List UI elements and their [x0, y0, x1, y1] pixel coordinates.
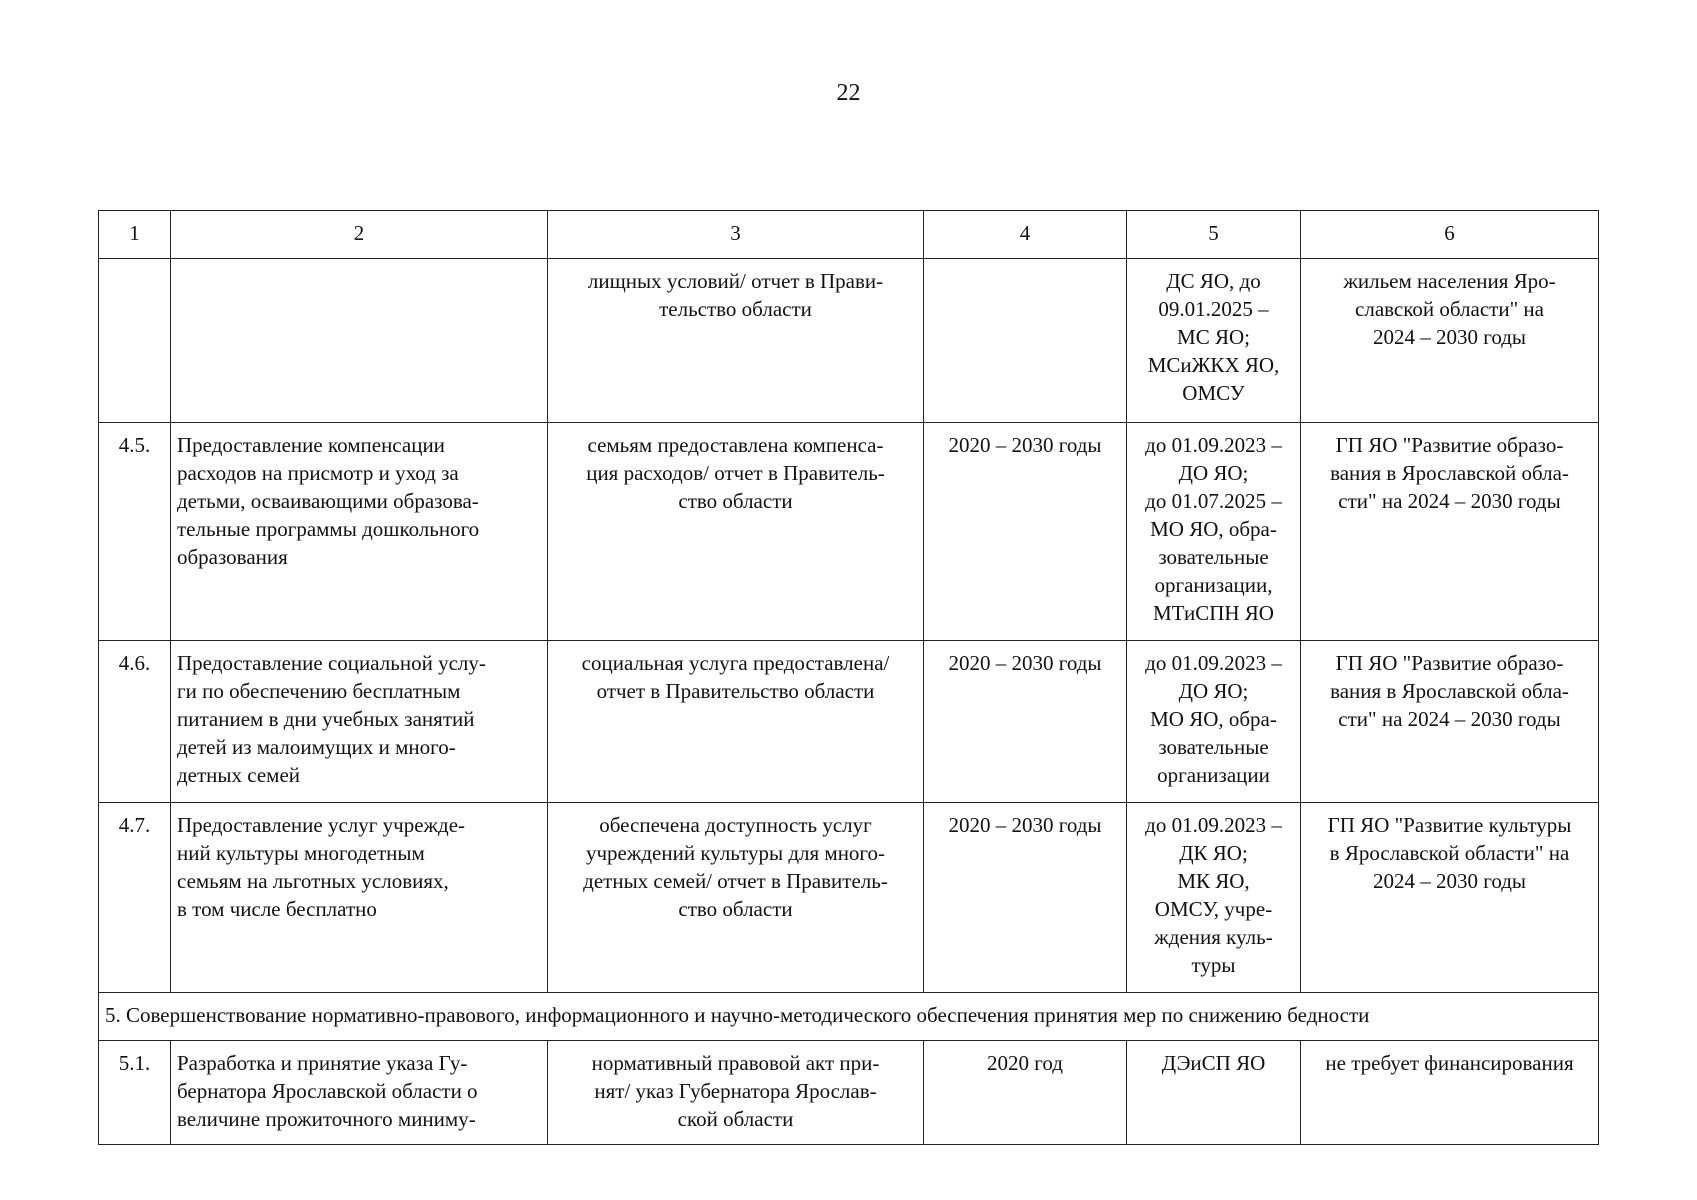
responsible-executors: ДЭиСП ЯО	[1127, 1041, 1301, 1145]
table-row	[99, 641, 1599, 803]
section-heading: 5. Совершенствование нормативно-правового, информационного и научно-методического обеспечения принятия мер по снижению бедности	[99, 993, 1599, 1041]
column-header-5: 5	[1127, 211, 1301, 259]
table-row	[99, 423, 1599, 641]
column-header-2: 2	[171, 211, 548, 259]
column-header-3: 3	[548, 211, 924, 259]
section-row	[99, 993, 1599, 1041]
responsible-executors: до 01.09.2023 – ДК ЯО; МК ЯО, ОМСУ, учре- ждения куль- туры	[1127, 803, 1301, 993]
column-header-6: 6	[1301, 211, 1599, 259]
column-header-4: 4	[924, 211, 1127, 259]
funding-source: ГП ЯО "Развитие образо- вания в Ярославской обла- сти" на 2024 – 2030 годы	[1301, 423, 1599, 641]
implementation-period: 2020 – 2030 годы	[924, 641, 1127, 803]
expected-result: лищных условий/ отчет в Прави- тельство области	[548, 259, 924, 423]
measure-description: Предоставление социальной услу- ги по обеспечению бесплатным питанием в дни учебных занятий детей из малоимущих и много- детных семей	[171, 641, 548, 803]
funding-source: жильем населения Яро- славской области" на 2024 – 2030 годы	[1301, 259, 1599, 423]
responsible-executors: до 01.09.2023 – ДО ЯО; до 01.07.2025 – МО ЯО, обра- зовательные организации, МТиСПН ЯО	[1127, 423, 1301, 641]
expected-result: нормативный правовой акт при- нят/ указ Губернатора Ярослав- ской области	[548, 1041, 924, 1145]
column-header-1: 1	[99, 211, 171, 259]
funding-source: ГП ЯО "Развитие образо- вания в Ярославской обла- сти" на 2024 – 2030 годы	[1301, 641, 1599, 803]
responsible-executors: ДС ЯО, до 09.01.2025 – МС ЯО; МСиЖКХ ЯО, ОМСУ	[1127, 259, 1301, 423]
funding-source: не требует финансирования	[1301, 1041, 1599, 1145]
page-number: 22	[836, 80, 861, 106]
funding-source: ГП ЯО "Развитие культуры в Ярославской области" на 2024 – 2030 годы	[1301, 803, 1599, 993]
header-row	[99, 211, 1599, 259]
table-row	[99, 803, 1599, 993]
measure-description: Разработка и принятие указа Гу- бернатора Ярославской области о величине прожиточного миниму-	[171, 1041, 548, 1145]
expected-result: социальная услуга предоставлена/ отчет в Правительство области	[548, 641, 924, 803]
measures-table	[98, 210, 1599, 1145]
table-row	[99, 1041, 1599, 1145]
implementation-period	[924, 259, 1127, 423]
implementation-period: 2020 – 2030 годы	[924, 803, 1127, 993]
row-number	[99, 259, 171, 423]
expected-result: семьям предоставлена компенса- ция расходов/ отчет в Правитель- ство области	[548, 423, 924, 641]
implementation-period: 2020 год	[924, 1041, 1127, 1145]
expected-result: обеспечена доступность услуг учреждений культуры для много- детных семей/ отчет в Правитель- ство области	[548, 803, 924, 993]
measure-description: Предоставление услуг учрежде- ний культуры многодетным семьям на льготных условиях, в том числе бесплатно	[171, 803, 548, 993]
row-number: 4.5.	[99, 423, 171, 641]
row-number: 5.1.	[99, 1041, 171, 1145]
measure-description: Предоставление компенсации расходов на присмотр и уход за детьми, осваивающими образова- тельные программы дошкольного образования	[171, 423, 548, 641]
row-number: 4.7.	[99, 803, 171, 993]
row-number: 4.6.	[99, 641, 171, 803]
implementation-period: 2020 – 2030 годы	[924, 423, 1127, 641]
measure-description	[171, 259, 548, 423]
table-row	[99, 259, 1599, 423]
responsible-executors: до 01.09.2023 – ДО ЯО; МО ЯО, обра- зовательные организации	[1127, 641, 1301, 803]
